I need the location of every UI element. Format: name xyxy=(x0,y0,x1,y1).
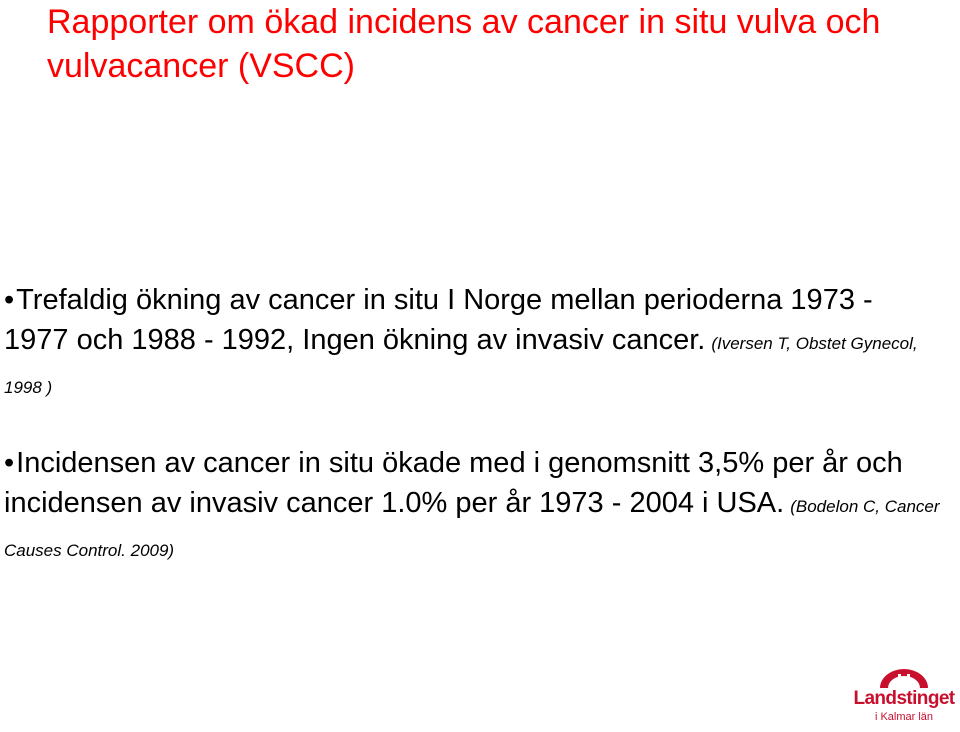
bullet-citation: (Bodelon C, Cancer Causes Control. 2009) xyxy=(4,497,940,560)
bullet-citation: (Iversen T, Obstet Gynecol, 1998 ) xyxy=(4,334,918,397)
bullet-item-1 xyxy=(4,280,944,408)
logo-wordmark: Landstinget xyxy=(853,688,955,709)
bullet-text: Trefaldig ökning av cancer in situ I Norge mellan perioderna 1973 - 1977 och 1988 - 1992, Ingen ökning av invasiv cancer. xyxy=(4,284,873,356)
slide-title: Rapporter om ökad incidens av cancer in situ vulva och vulvacancer (VSCC) xyxy=(47,3,881,85)
landstinget-logo xyxy=(852,666,956,730)
bullet-text: Incidensen av cancer in situ ökade med i genomsnitt 3,5% per år och incidensen av invasiv cancer 1.0% per år 1973 - 2004 i USA. xyxy=(4,447,903,519)
logo-subtitle: i Kalmar län xyxy=(874,711,934,723)
bullet-item-2 xyxy=(4,443,944,571)
arch-logo-icon xyxy=(852,666,956,690)
bullet-glyph: • xyxy=(4,447,15,479)
bullet-glyph: • xyxy=(4,284,15,316)
